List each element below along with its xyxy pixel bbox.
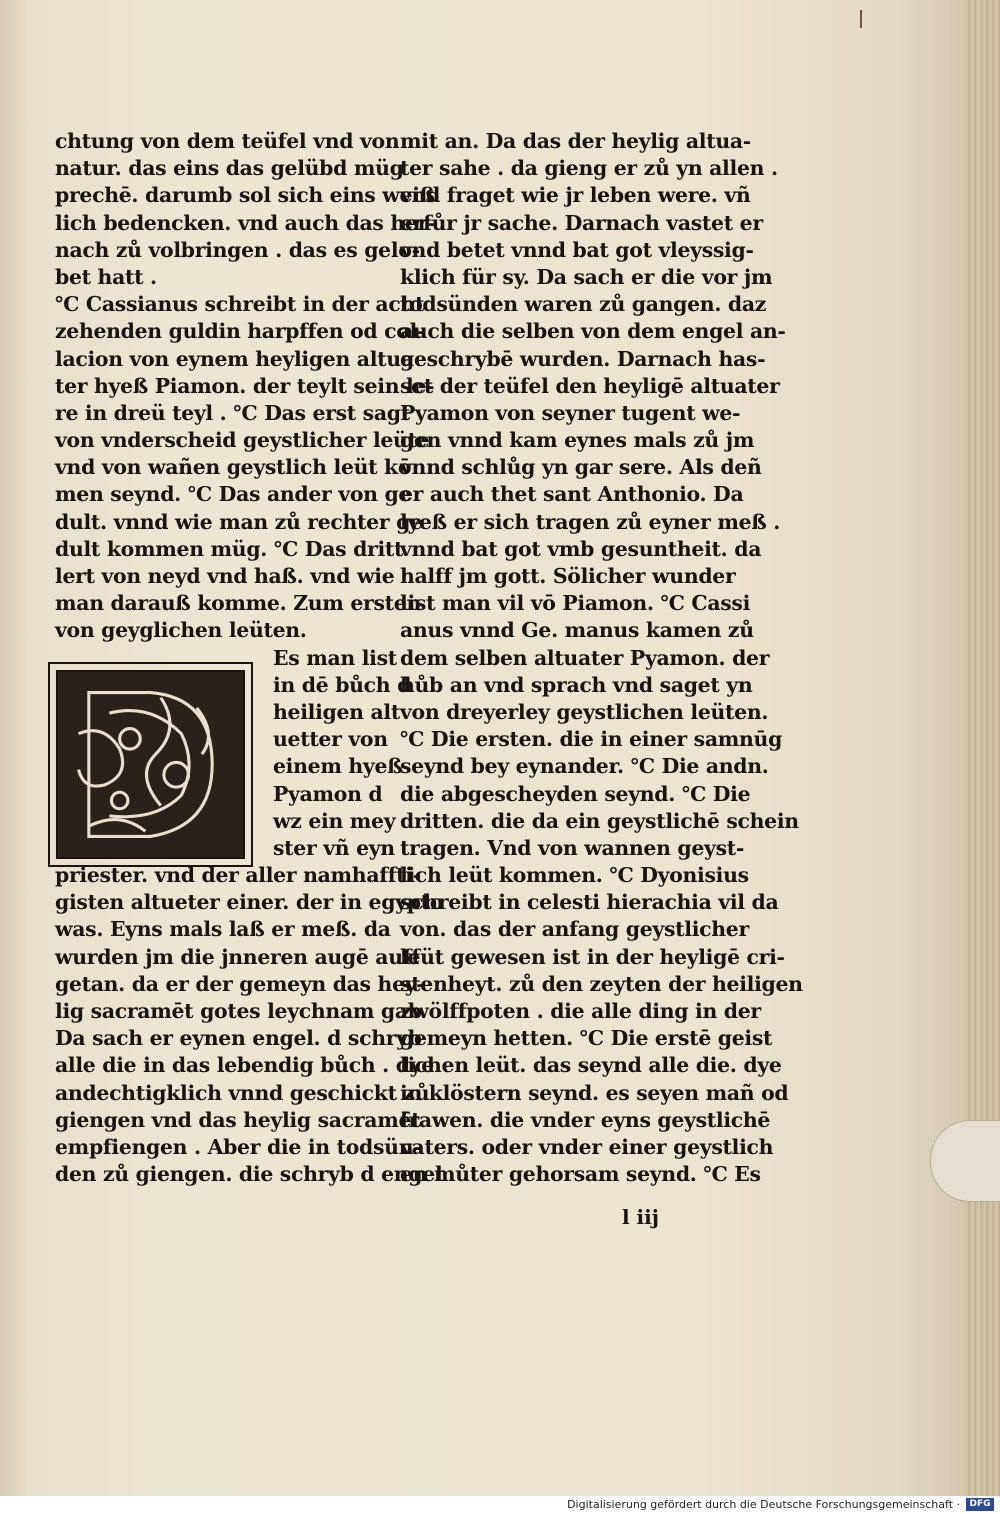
text-line: man darauß komme. Zum ersten (55, 591, 421, 616)
footer-bar (0, 1496, 1000, 1514)
text-line: ℃ Cassianus schreibt in der acht (55, 292, 425, 317)
text-line: vaters. oder vnder einer geystlich (400, 1134, 774, 1159)
text-line: prechē. darumb sol sich eins weiß (55, 183, 435, 208)
text-line: uetter von (273, 727, 388, 752)
signature-mark: l iij (622, 1205, 659, 1229)
text-line: wz ein mey (273, 808, 396, 833)
text-line: er auch thet sant Anthonio. Da (400, 482, 744, 507)
text-line: ℃ Die ersten. die in einer samnūg (400, 727, 783, 752)
text-line: von. das der anfang geystlicher (400, 917, 749, 942)
text-line: zwölffpoten . die alle ding in der (400, 999, 761, 1023)
page-clip (930, 1120, 1000, 1202)
text-line: auch die selben von dem engel an- (400, 319, 786, 344)
text-line: alle die in das lebendig bůch . dye (55, 1053, 434, 1078)
footer-credit: Digitalisierung gefördert durch die Deutsche Forschungsgemeinschaft · (567, 1498, 960, 1511)
decorated-initial-d (48, 662, 253, 867)
text-line: Pyamon d (273, 781, 383, 806)
text-line: dult kommen müg. ℃ Das dritt (55, 536, 404, 561)
text-line: lacion von eynem heyligen altua (55, 346, 414, 371)
text-line: anus vnnd Ge. manus kamen zů (400, 618, 754, 643)
initial-inner-frame (56, 670, 245, 859)
text-line: seynd bey eynander. ℃ Die andn. (400, 754, 769, 779)
page-mark (860, 10, 862, 28)
text-line: erfůr jr sache. Darnach vastet er (400, 210, 763, 235)
page-edges (965, 0, 1000, 1496)
text-line: getan. da er der gemeyn das hey- (55, 971, 425, 996)
text-line: vnnd schlůg yn gar sere. Als deñ (400, 455, 762, 480)
text-line: Pyamon von seyner tugent we- (400, 400, 741, 425)
text-line: lert von neyd vnd haß. vnd wie (55, 564, 395, 588)
text-line: todsünden waren zů gangen. daz (400, 292, 767, 317)
text-line: ter sahe . da gieng er zů yn allen . (400, 156, 778, 181)
text-line: wurden jm die jnneren augē auff (55, 944, 420, 969)
text-line: halff jm gott. Sölicher wunder (400, 564, 736, 588)
text-line: vnd fraget wie jr leben were. vñ (400, 183, 751, 208)
text-line: von dreyerley geystlichen leüten. (400, 699, 769, 724)
text-line: zehenden guldin harpffen od col- (55, 319, 426, 344)
text-line: gen vnnd kam eynes mals zů jm (400, 428, 755, 453)
text-line: natur. das eins das gelübd müg (55, 156, 404, 181)
text-line: was. Eyns mals laß er meß. da (55, 917, 391, 942)
text-line: chtung von dem teüfel vnd von (55, 129, 400, 153)
text-line: mit an. Da das der heylig altua- (400, 129, 751, 153)
text-line: von geyglichen leüten. (55, 618, 307, 643)
text-line: schreibt in celesti hierachia vil da (400, 890, 779, 915)
text-line: heiligen alt (273, 699, 400, 724)
text-line: lig sacramēt gotes leychnam gab (55, 999, 422, 1023)
text-line: gemeyn hetten. ℃ Die erstē geist (400, 1026, 773, 1051)
text-line: lich bedencken. vnd auch das her- (55, 210, 437, 235)
text-line: lichen leüt. das seynd alle die. dye (400, 1053, 782, 1078)
right-column (400, 128, 803, 1188)
text-line: ster vñ eyn (273, 835, 395, 860)
text-line: die abgescheyden seynd. ℃ Die (400, 781, 751, 806)
text-line: ter hyeß Piamon. der teylt sein le- (55, 373, 435, 398)
text-line: hůb an vnd sprach vnd saget yn (400, 672, 753, 697)
text-line: priester. vnd der aller namhaffti- (55, 863, 421, 888)
text-line: vnd betet vnnd bat got vleyssig- (400, 237, 754, 262)
text-line: in dē bůch d (273, 672, 412, 697)
text-line: geschrybē wurden. Darnach has- (400, 346, 766, 371)
text-line: giengen vnd das heylig sacramēt (55, 1107, 421, 1132)
text-line: nach zů volbringen . das es gelo- (55, 237, 420, 262)
text-line: men seynd. ℃ Das ander von ge (55, 482, 412, 507)
dfg-logo: DFG (966, 1498, 994, 1511)
text-line: set der teüfel den heyligē altuater (400, 373, 780, 398)
text-line: bet hatt . (55, 264, 157, 289)
text-line: dritten. die da ein geystlichē schein (400, 808, 799, 833)
text-line: von vnderscheid geystlicher leüte (55, 428, 430, 453)
text-line: klich für sy. Da sach er die vor jm (400, 264, 773, 289)
text-line: list man vil vō Piamon. ℃ Cassi (400, 591, 751, 616)
text-line: andechtigklich vnnd geschickt zů (55, 1080, 430, 1105)
text-line: dem selben altuater Pyamon. der (400, 645, 770, 670)
text-line: vnd von wañen geystlich leüt kō (55, 455, 412, 480)
text-line: den zů giengen. die schryb d engel (55, 1162, 443, 1187)
text-line: re in dreü teyl . ℃ Das erst sagt (55, 400, 410, 425)
text-line: in klöstern seynd. es seyen mañ od (400, 1080, 789, 1105)
text-line: vnnd bat got vmb gesuntheit. da (400, 536, 762, 561)
text-line: leüt gewesen ist in der heyligē cri- (400, 944, 785, 969)
text-line: lich leüt kommen. ℃ Dyonisius (400, 863, 749, 888)
ornament-icon (58, 672, 243, 857)
text-line: dult. vnnd wie man zů rechter ge (55, 509, 423, 534)
text-line: Es man list (273, 645, 397, 670)
text-line: frawen. die vnder eyns geystlichē (400, 1107, 771, 1132)
text-line: stenheyt. zů den zeyten der heiligen (400, 971, 803, 996)
text-line: gisten altueter einer. der in egypto (55, 890, 444, 915)
text-line: en můter gehorsam seynd. ℃ Es (400, 1162, 761, 1187)
text-line: tragen. Vnd von wannen geyst- (400, 835, 745, 860)
text-line: lyeß er sich tragen zů eyner meß . (400, 509, 781, 534)
text-line: Da sach er eynen engel. d schryb (55, 1026, 422, 1051)
left-column (55, 128, 444, 1188)
text-line: empfiengen . Aber die in todsün- (55, 1134, 422, 1159)
text-line: einem hyeß (273, 754, 403, 779)
